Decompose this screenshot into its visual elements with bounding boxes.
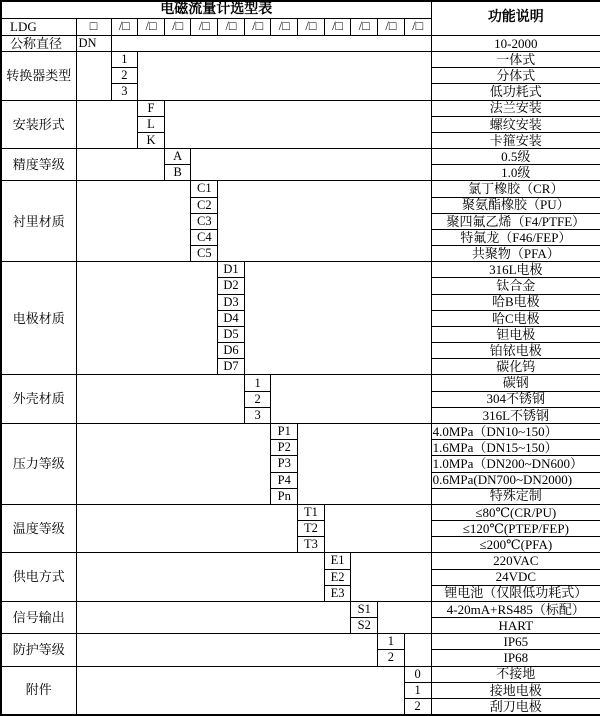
section-label-power-supply: 供电方式 [1, 553, 76, 602]
code-slot: /□ [351, 18, 378, 35]
code-cell: P4 [271, 472, 298, 488]
table-row [1, 504, 600, 520]
table-row [1, 100, 600, 116]
description-cell: 0.6MPa(DN700~DN2000) [431, 472, 600, 488]
description-cell: 法兰安装 [431, 100, 600, 116]
table-row [1, 601, 600, 617]
description-cell: 0.5级 [431, 149, 600, 165]
spacer-cell [351, 553, 431, 602]
table-row [1, 149, 600, 165]
description-cell: 碳钢 [431, 375, 600, 391]
code-cell: C4 [191, 229, 218, 245]
section-label-lining-material: 衬里材质 [1, 181, 76, 262]
code-cell: S2 [351, 618, 378, 634]
code-cell: D3 [218, 294, 245, 310]
description-cell: 接地电极 [431, 682, 600, 698]
description-cell: 4.0MPa（DN10~150） [431, 424, 600, 440]
description-cell: 1.6MPa（DN15~150） [431, 440, 600, 456]
section-label-electrode-material: 电极材质 [1, 262, 76, 375]
section-label-accuracy-class: 精度等级 [1, 149, 76, 181]
description-cell: 哈C电极 [431, 310, 600, 326]
code-cell: 1 [111, 52, 138, 68]
code-cell: 2 [378, 650, 405, 666]
code-cell: 1 [378, 634, 405, 650]
spacer-cell [76, 149, 164, 181]
code-cell: E1 [324, 553, 351, 569]
description-cell: 特氟龙（F46/FEP） [431, 229, 600, 245]
code-cell: C3 [191, 213, 218, 229]
spacer-cell [76, 100, 138, 149]
spacer-cell [76, 666, 404, 715]
spacer-cell [164, 100, 431, 149]
code-cell: C1 [191, 181, 218, 197]
code-cell: C5 [191, 246, 218, 262]
code-cell: 3 [244, 407, 271, 423]
code-cell: T2 [298, 521, 325, 537]
code-slot: /□ [324, 18, 351, 35]
code-cell: A [164, 149, 191, 165]
description-cell: 哈B电极 [431, 294, 600, 310]
code-cell: D7 [218, 359, 245, 375]
description-cell: 钽电极 [431, 326, 600, 342]
code-slot: /□ [244, 18, 271, 35]
description-cell: 聚氨酯橡胶（PU） [431, 197, 600, 213]
section-label-temperature-rating: 温度等级 [1, 504, 76, 553]
code-cell: T3 [298, 537, 325, 553]
spacer-cell [76, 262, 218, 375]
description-cell: 316L不锈钢 [431, 407, 600, 423]
description-cell: 10-2000 [431, 35, 600, 51]
spacer-cell [191, 149, 431, 181]
section-label-installation-type: 安装形式 [1, 100, 76, 149]
spacer-cell [76, 634, 378, 666]
description-cell: ≤200℃(PFA) [431, 537, 600, 553]
code-slot: /□ [111, 18, 138, 35]
table-row [1, 375, 600, 391]
code-cell: B [164, 165, 191, 181]
spacer-cell [76, 601, 351, 633]
table-title: 电磁流量计选型表 [1, 1, 431, 18]
code-cell: 0 [404, 666, 431, 682]
section-label-signal-output: 信号输出 [1, 601, 76, 633]
spacer-cell [378, 601, 432, 633]
description-cell: 1.0级 [431, 165, 600, 181]
description-cell: 304不锈钢 [431, 391, 600, 407]
code-cell: F [138, 100, 165, 116]
spacer-cell [138, 52, 431, 101]
description-cell: 锂电池（仅限低功耗式） [431, 585, 600, 601]
code-cell: S1 [351, 601, 378, 617]
description-cell: 4-20mA+RS485（标配） [431, 601, 600, 617]
code-box: □ [76, 18, 111, 35]
code-cell: D5 [218, 326, 245, 342]
model-code-prefix: LDG [1, 18, 76, 35]
description-cell: 共聚物（PFA） [431, 246, 600, 262]
code-cell: K [138, 132, 165, 148]
code-slot: /□ [271, 18, 298, 35]
code-cell: L [138, 116, 165, 132]
code-cell: 1 [244, 375, 271, 391]
code-slot: /□ [218, 18, 245, 35]
description-cell: 铂铱电极 [431, 343, 600, 359]
section-label-protection-rating: 防护等级 [1, 634, 76, 666]
code-cell: 2 [111, 68, 138, 84]
spacer-cell [111, 35, 431, 51]
table-row [1, 553, 600, 569]
description-cell: 1.0MPa（DN200~DN600） [431, 456, 600, 472]
section-label-pressure-rating: 压力等级 [1, 424, 76, 505]
spacer-cell [218, 181, 431, 262]
description-cell: 钛合金 [431, 278, 600, 294]
description-cell: 一体式 [431, 52, 600, 68]
spacer-cell [76, 504, 298, 553]
code-cell: P1 [271, 424, 298, 440]
spacer-cell [324, 504, 431, 553]
table-row [1, 634, 600, 650]
description-cell: 氯丁橡胶（CR） [431, 181, 600, 197]
table-row [1, 52, 600, 68]
spacer-cell [76, 375, 244, 424]
description-cell: 24VDC [431, 569, 600, 585]
function-description-header: 功能说明 [431, 1, 600, 35]
code-slot: /□ [138, 18, 165, 35]
code-slot: /□ [404, 18, 431, 35]
code-cell: Pn [271, 488, 298, 504]
code-cell: D2 [218, 278, 245, 294]
code-slot: /□ [191, 18, 218, 35]
description-cell: 不接地 [431, 666, 600, 682]
spacer-cell [76, 424, 271, 505]
code-cell: E2 [324, 569, 351, 585]
table-row [1, 181, 600, 197]
code-slot: /□ [378, 18, 405, 35]
section-label-housing-material: 外壳材质 [1, 375, 76, 424]
spacer-cell [76, 181, 191, 262]
spacer-cell [76, 553, 324, 602]
description-cell: 220VAC [431, 553, 600, 569]
table-row [1, 35, 600, 51]
code-cell: P2 [271, 440, 298, 456]
code-cell: 2 [404, 698, 431, 715]
description-cell: 316L电极 [431, 262, 600, 278]
code-cell: D1 [218, 262, 245, 278]
description-cell: IP65 [431, 634, 600, 650]
code-cell: 2 [244, 391, 271, 407]
table-row [1, 424, 600, 440]
spacer-cell [244, 262, 431, 375]
code-cell: D6 [218, 343, 245, 359]
table-row [1, 262, 600, 278]
description-cell: IP68 [431, 650, 600, 666]
spacer-cell [298, 424, 431, 505]
description-cell: 螺纹安装 [431, 116, 600, 132]
description-cell: 分体式 [431, 68, 600, 84]
code-cell: 1 [404, 682, 431, 698]
code-cell: C2 [191, 197, 218, 213]
table-row [1, 1, 600, 18]
spacer-cell [404, 634, 431, 666]
section-label-accessories: 附件 [1, 666, 76, 715]
table-row [1, 666, 600, 682]
code-cell: D4 [218, 310, 245, 326]
code-cell: 3 [111, 84, 138, 100]
description-cell: ≤120℃(PTEP/FEP) [431, 521, 600, 537]
description-cell: ≤80℃(CR/PU) [431, 504, 600, 520]
description-cell: HART [431, 618, 600, 634]
code-cell: E3 [324, 585, 351, 601]
description-cell: 刮刀电极 [431, 698, 600, 715]
description-cell: 低功耗式 [431, 84, 600, 100]
code-slot: /□ [298, 18, 325, 35]
description-cell: 特殊定制 [431, 488, 600, 504]
section-label-nominal-diameter: 公称直径 [1, 35, 76, 51]
spacer-cell [76, 52, 111, 101]
code-cell: T1 [298, 504, 325, 520]
code-slot: /□ [164, 18, 191, 35]
description-cell: 碳化钨 [431, 359, 600, 375]
code-cell: DN [76, 35, 111, 51]
spacer-cell [271, 375, 431, 424]
description-cell: 聚四氟乙烯（F4/PTFE） [431, 213, 600, 229]
description-cell: 卡箍安装 [431, 132, 600, 148]
section-label-converter-type: 转换器类型 [1, 52, 76, 101]
code-cell: P3 [271, 456, 298, 472]
